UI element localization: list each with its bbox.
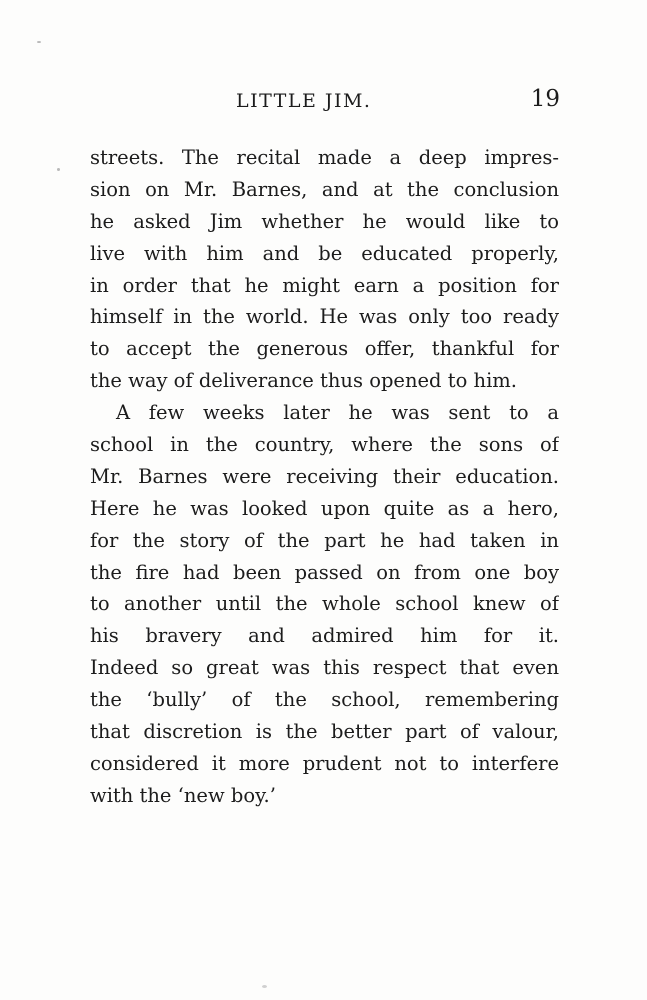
text-line: himself in the world. He was only too ready — [90, 305, 559, 329]
text-line: Indeed so great was this respect that even — [90, 656, 559, 680]
text-line: Mr. Barnes were receiving their education. — [90, 464, 559, 488]
text-line: his bravery and admired him for it. — [90, 624, 559, 648]
paper-speck — [37, 41, 41, 43]
text-line: considered it more prudent not to interfere — [90, 751, 559, 775]
text-line: he asked Jim whether he would like to — [90, 209, 559, 233]
running-title: LITTLE JIM. — [236, 90, 372, 112]
text-line: the way of deliverance thus opened to him. — [90, 369, 518, 393]
paper-speck — [57, 168, 60, 171]
text-line: live with him and be educated properly, — [90, 241, 559, 265]
text-line: school in the country, where the sons of — [90, 433, 559, 457]
text-line: the fire had been passed on from one boy — [90, 560, 559, 584]
page-number: 19 — [530, 86, 560, 112]
text-line: that discretion is the better part of valour, — [90, 720, 559, 744]
text-line: with the ‘new boy.’ — [90, 783, 276, 807]
text-line: A few weeks later he was sent to a — [116, 401, 559, 425]
body-text — [90, 142, 559, 812]
paper-speck — [262, 985, 267, 988]
text-line: streets. The recital made a deep impres- — [90, 146, 559, 169]
running-header — [90, 86, 560, 116]
text-line: in order that he might earn a position for — [90, 273, 559, 297]
text-line: the ‘bully’ of the school, remembering — [90, 688, 559, 712]
text-line: to another until the whole school knew of — [90, 592, 559, 616]
text-line: to accept the generous offer, thankful for — [90, 337, 559, 361]
text-line: for the story of the part he had taken in — [90, 528, 559, 552]
text-line: sion on Mr. Barnes, and at the conclusion — [90, 177, 559, 201]
text-line: Here he was looked upon quite as a hero, — [90, 496, 559, 520]
